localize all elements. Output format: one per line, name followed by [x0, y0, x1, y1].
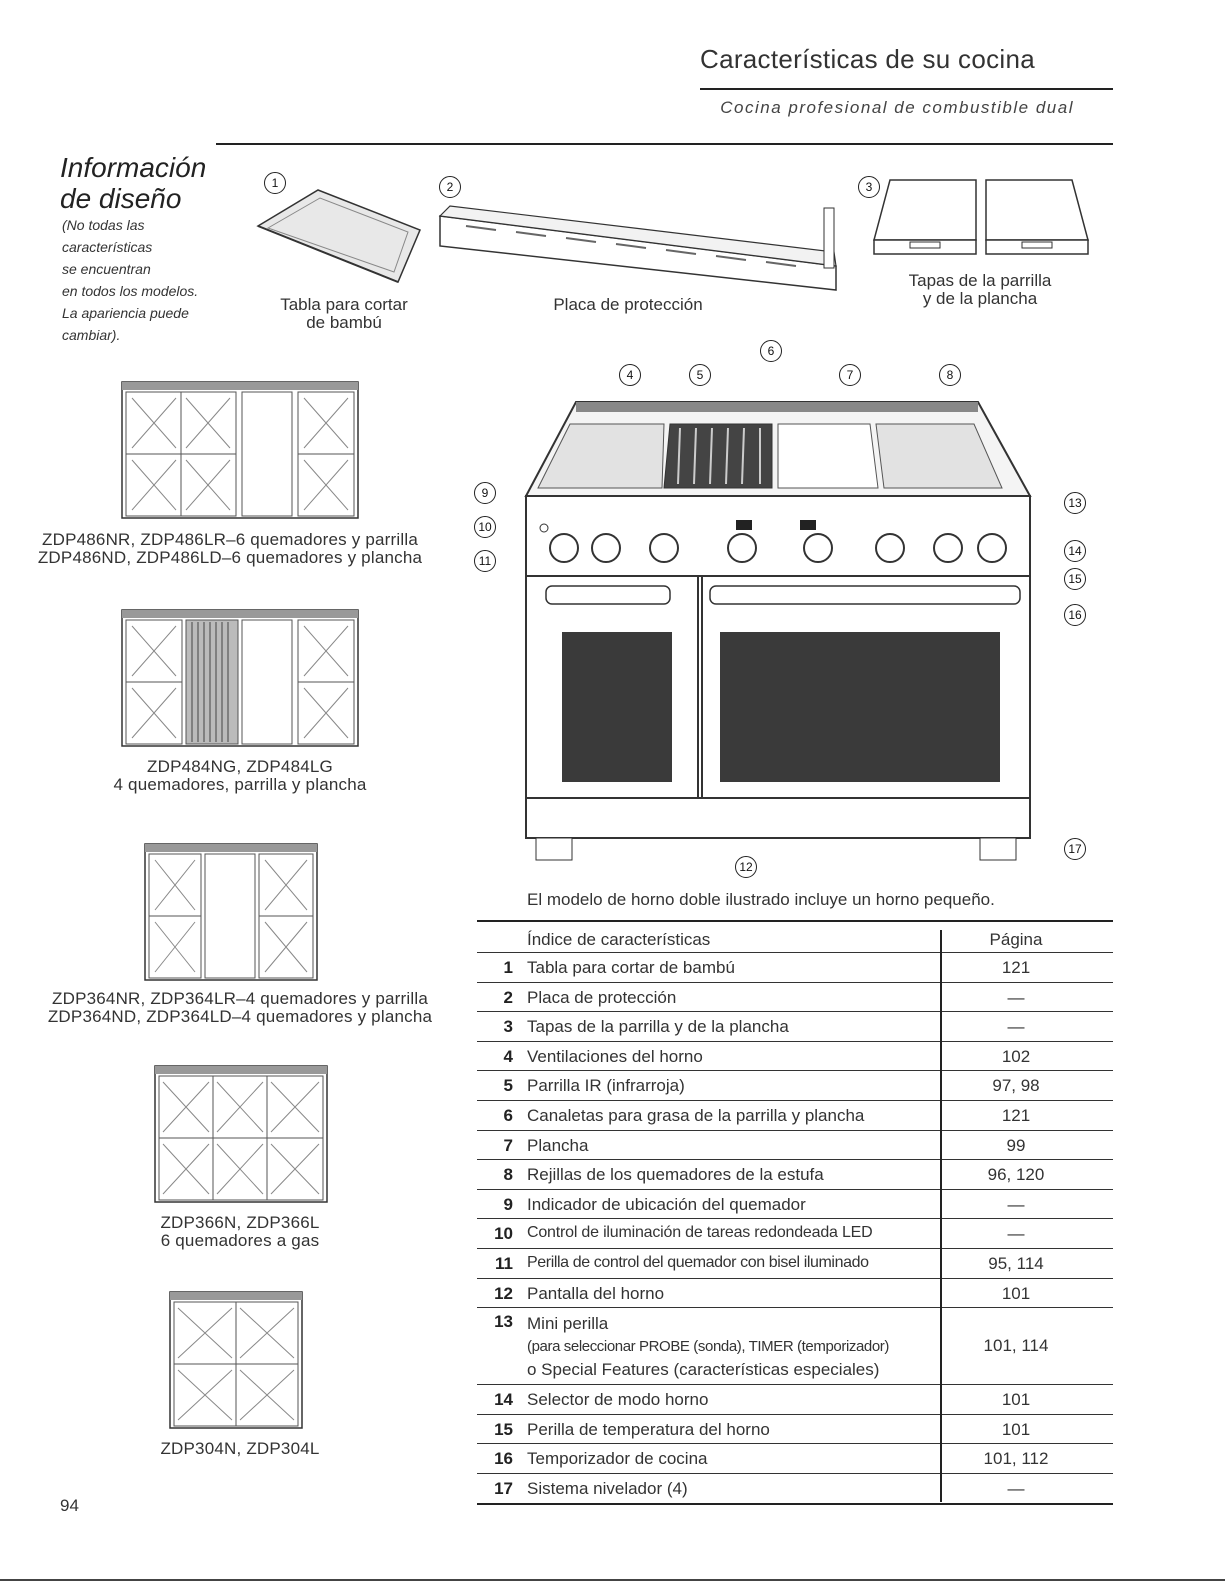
note-line: en todos los modelos.	[62, 283, 199, 299]
callout-6: 6	[760, 340, 782, 362]
row-num: 15	[494, 1419, 513, 1439]
table-row	[477, 1278, 1113, 1308]
note-line: (No todas las	[62, 217, 145, 233]
row-feature: Ventilaciones del horno	[527, 1046, 703, 1066]
callout-3: 3	[858, 176, 880, 198]
callout-14: 14	[1064, 540, 1086, 562]
row-feature: Perilla de control del quemador con bisel iluminado	[527, 1253, 869, 1271]
table-row	[477, 1248, 1113, 1278]
row-num: 8	[503, 1165, 513, 1185]
row-feature: Perilla de temperatura del horno	[527, 1419, 770, 1439]
table-header-feature: Índice de características	[527, 930, 711, 949]
table-row	[477, 1443, 1113, 1473]
callout-12: 12	[735, 856, 757, 878]
callout-10: 10	[474, 516, 496, 538]
range-caption: El modelo de horno doble ilustrado incluye un horno pequeño.	[527, 890, 995, 909]
row-num: 10	[494, 1224, 513, 1244]
page-subtitle: Cocina profesional de combustible dual	[720, 98, 1074, 117]
callout-7: 7	[839, 364, 861, 386]
callout-16: 16	[1064, 604, 1086, 626]
row-feature: Parrilla IR (infrarroja)	[527, 1076, 685, 1096]
accessory-label-3	[880, 272, 1080, 308]
callout-4: 4	[619, 364, 641, 386]
section-rule	[216, 143, 1113, 145]
table-row	[477, 1473, 1113, 1503]
grill-griddle-covers-illustration	[870, 178, 1106, 262]
accessory-label-3-line1: Tapas de la parrilla	[908, 271, 1052, 290]
model-caption-3-line2: ZDP364ND, ZDP364LD–4 quemadores y plancha	[47, 1007, 433, 1026]
row-feature	[527, 1312, 937, 1381]
design-info-note	[62, 214, 198, 346]
note-line: La apariencia puede	[62, 305, 189, 321]
accessory-label-3-line2: y de la plancha	[922, 289, 1038, 308]
row-feature: Pantalla del horno	[527, 1283, 665, 1303]
table-column-divider	[940, 930, 942, 1502]
table-row	[477, 952, 1113, 982]
callout-1: 1	[264, 172, 286, 194]
row-num: 13	[494, 1312, 513, 1332]
range-illustration	[474, 396, 1034, 866]
table-header-page: Página	[989, 930, 1043, 949]
row-num: 4	[503, 1046, 513, 1066]
note-line: se encuentran	[62, 261, 151, 277]
callout-15: 15	[1064, 568, 1086, 590]
row-num: 11	[495, 1253, 513, 1273]
row-num: 14	[494, 1390, 513, 1410]
table-row	[477, 1189, 1113, 1219]
model-caption-4-line1: ZDP366N, ZDP366L	[160, 1213, 320, 1232]
row-feature: Sistema nivelador (4)	[527, 1478, 688, 1498]
row-num: 1	[503, 958, 513, 977]
model-caption-1	[10, 531, 450, 567]
row-feature: Selector de modo horno	[527, 1390, 709, 1410]
row-feature-line1: Mini perilla	[527, 1314, 609, 1334]
backguard-illustration	[436, 196, 846, 296]
design-info-title-line2: de diseño	[60, 183, 182, 214]
model-caption-2-line2: 4 quemadores, parrilla y plancha	[113, 775, 367, 794]
row-feature-line3: o Special Features (características especiales)	[527, 1360, 880, 1380]
table-row	[477, 1159, 1113, 1189]
table-row	[477, 1130, 1113, 1160]
design-info-title-line1: Información	[60, 152, 207, 183]
row-page: 99	[1006, 1135, 1026, 1155]
page-bottom-rule	[0, 1579, 1225, 1581]
row-page: —	[1007, 1017, 1025, 1037]
row-page: —	[1007, 1224, 1025, 1244]
row-page: —	[1007, 1194, 1025, 1214]
callout-5: 5	[689, 364, 711, 386]
row-feature: Tapas de la parrilla y de la plancha	[527, 1017, 789, 1037]
row-page: 101	[1001, 1390, 1031, 1410]
row-num: 6	[503, 1105, 513, 1125]
model-caption-1-line1: ZDP486NR, ZDP486LR–6 quemadores y parrilla	[42, 530, 418, 549]
table-row	[477, 1011, 1113, 1041]
accessory-label-1-line1: Tabla para cortar	[280, 295, 408, 314]
row-feature: Placa de protección	[527, 987, 677, 1007]
callout-8: 8	[939, 364, 961, 386]
row-page: —	[1007, 1478, 1025, 1498]
accessory-label-2: Placa de protección	[553, 295, 703, 314]
row-feature: Control de iluminación de tareas redondeada LED	[527, 1224, 873, 1242]
note-line: características	[62, 239, 153, 255]
row-num: 2	[503, 987, 513, 1007]
table-row	[477, 1414, 1113, 1444]
page-title: Características de su cocina	[700, 44, 1035, 74]
table-row	[477, 1218, 1113, 1248]
model-caption-3-line1: ZDP364NR, ZDP364LR–4 quemadores y parrilla	[52, 989, 428, 1008]
accessory-label-1-line2: de bambú	[306, 313, 382, 332]
feature-index-table	[477, 920, 1113, 1507]
row-feature: Temporizador de cocina	[527, 1449, 708, 1469]
row-num: 3	[503, 1017, 513, 1037]
callout-13: 13	[1064, 492, 1086, 514]
callout-2: 2	[439, 176, 461, 198]
row-feature: Indicador de ubicación del quemador	[527, 1194, 806, 1214]
row-feature: Tabla para cortar de bambú	[527, 958, 735, 977]
design-info-title	[60, 152, 206, 214]
cooktop-diagram-36-4-burner	[143, 842, 319, 982]
row-num: 9	[503, 1194, 513, 1214]
callout-9: 9	[474, 482, 496, 504]
table-row	[477, 1384, 1113, 1414]
callout-11: 11	[474, 550, 496, 572]
table-row	[477, 1307, 1113, 1384]
model-caption-2-line1: ZDP484NG, ZDP484LG	[147, 757, 333, 776]
model-caption-4-line2: 6 quemadores a gas	[160, 1231, 320, 1250]
row-page: 121	[1001, 1105, 1031, 1125]
row-feature-line2: (para seleccionar PROBE (sonda), TIMER (temporizador)	[527, 1338, 889, 1356]
cooktop-diagram-4-burner-grill-griddle	[120, 608, 360, 748]
cooktop-diagram-30-4-burner	[168, 1290, 304, 1430]
row-num: 5	[503, 1076, 513, 1096]
row-num: 17	[494, 1478, 513, 1498]
row-page: 97, 98	[992, 1076, 1040, 1096]
row-feature: Rejillas de los quemadores de la estufa	[527, 1165, 824, 1185]
row-page: 102	[1001, 1046, 1031, 1066]
table-row	[477, 1100, 1113, 1130]
accessory-label-1	[254, 296, 434, 332]
page-number: 94	[60, 1496, 79, 1515]
row-feature: Plancha	[527, 1135, 589, 1155]
model-caption-2	[20, 758, 460, 794]
cooktop-diagram-6-burner-gas	[153, 1064, 329, 1204]
cooktop-diagram-6-burner-grill	[120, 380, 360, 520]
row-page: 101	[1001, 1419, 1031, 1439]
table-bottom-rule	[477, 1503, 1113, 1507]
row-num: 12	[494, 1283, 513, 1303]
model-caption-4	[20, 1214, 460, 1250]
callout-17: 17	[1064, 838, 1086, 860]
row-page: 121	[1001, 958, 1031, 977]
row-num: 7	[503, 1135, 513, 1155]
row-page: 101	[1001, 1283, 1031, 1303]
model-caption-1-line2: ZDP486ND, ZDP486LD–6 quemadores y plancha	[37, 548, 423, 567]
row-page: 96, 120	[987, 1165, 1045, 1185]
row-num: 16	[494, 1449, 513, 1469]
row-page: 95, 114	[988, 1253, 1044, 1273]
row-feature: Canaletas para grasa de la parrilla y plancha	[527, 1105, 865, 1125]
table-row	[477, 1041, 1113, 1071]
row-page: 101, 114	[983, 1336, 1049, 1356]
header-rule	[700, 88, 1113, 90]
model-caption-3	[20, 990, 460, 1026]
note-line: cambiar).	[62, 327, 121, 343]
row-page: —	[1007, 987, 1025, 1007]
table-header-row	[477, 920, 1113, 952]
table-row	[477, 1070, 1113, 1100]
table-row	[477, 982, 1113, 1012]
bamboo-cutting-board-illustration	[248, 186, 428, 286]
row-page: 101, 112	[983, 1449, 1049, 1469]
model-caption-5: ZDP304N, ZDP304L	[160, 1439, 320, 1458]
